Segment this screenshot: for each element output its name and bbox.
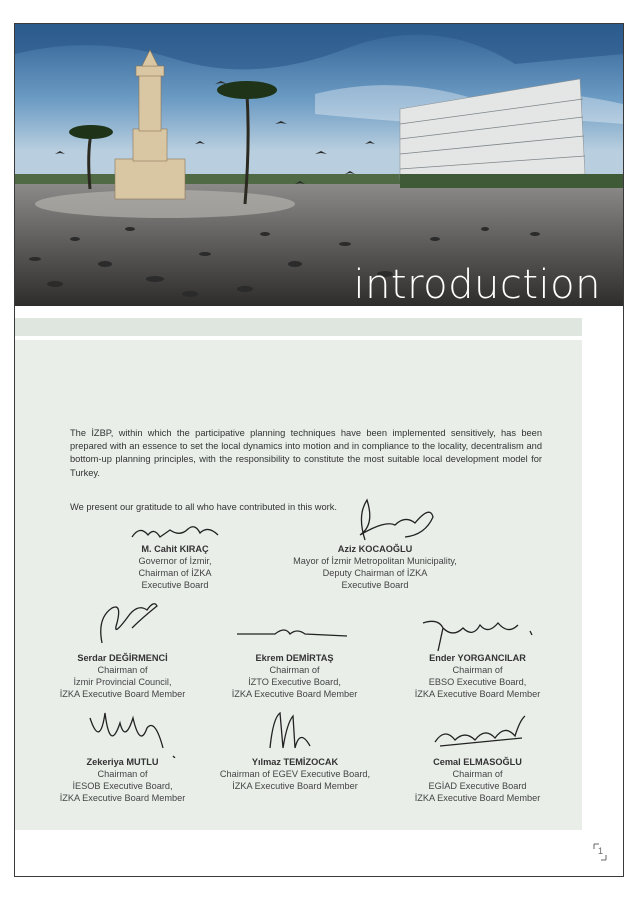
signatory-title-line: İZKA Executive Board Member <box>414 689 541 699</box>
signatory-title-line: Chairman of <box>97 769 148 779</box>
signatory-title-line: EGİAD Executive Board <box>428 781 527 791</box>
signatory-temizocak <box>200 756 390 792</box>
hero-photo <box>15 24 623 306</box>
signature-temizocak <box>265 708 315 753</box>
signature-yorgancilar <box>418 613 538 653</box>
signatory-title-line: Mayor of İzmir Metropolitan Municipality, <box>293 556 457 566</box>
signatory-name: Zekeriya MUTLU <box>86 757 159 767</box>
signatory-yorgancilar <box>395 652 560 700</box>
signatory-mutlu <box>40 756 205 804</box>
signatory-title-line: Chairman of <box>97 665 148 675</box>
signatory-elmasoglu <box>395 756 560 804</box>
intro-paragraph: The İZBP, within which the participative planning techniques have been implemented sensitively, has been prepared with an essence to set the local dynamics into motion and in compliance to the locality, decentralism and bottom-up planning principles, with the responsibility to constitute the most suitable local development model for Turkey. <box>70 428 542 478</box>
signatory-name: Aziz KOCAOĞLU <box>337 544 413 554</box>
signature-demirtas <box>235 622 350 647</box>
page-number <box>593 843 607 861</box>
signature-kocaoglu <box>345 495 440 545</box>
signatory-title-line: Governor of İzmir, <box>138 556 212 566</box>
page-number-text: 1 <box>598 846 604 856</box>
signatory-kirac <box>110 543 240 591</box>
signatory-title-line: İZKA Executive Board Member <box>59 689 186 699</box>
signatory-name: Ekrem DEMİRTAŞ <box>255 653 334 663</box>
signatory-name: Serdar DEĞİRMENCİ <box>77 653 168 663</box>
signatory-title-line: İZTO Executive Board, <box>248 677 341 687</box>
signatory-title-line: Chairman of <box>452 769 503 779</box>
signatory-kocaoglu <box>270 543 480 591</box>
signatory-title-line: İzmir Provincial Council, <box>73 677 172 687</box>
signatory-title-line: İESOB Executive Board, <box>72 781 173 791</box>
signatory-title-line: İZKA Executive Board Member <box>232 781 358 791</box>
signatory-title-line: Deputy Chairman of İZKA <box>322 568 428 578</box>
signatory-title-line: Executive Board <box>341 580 409 590</box>
signature-elmasoglu <box>430 712 530 752</box>
signatory-title-line: İZKA Executive Board Member <box>59 793 186 803</box>
signatory-name: Cemal ELMASOĞLU <box>433 757 522 767</box>
signatory-title-line: Executive Board <box>141 580 209 590</box>
signature-mutlu <box>85 708 180 758</box>
signatory-degirmenci <box>40 652 205 700</box>
signatory-title-line: Chairman of <box>452 665 503 675</box>
page-title: introduction <box>353 262 601 306</box>
signatory-title-line: Chairman of <box>269 665 320 675</box>
signatory-demirtas <box>212 652 377 700</box>
gratitude-line: We present our gratitude to all who have contributed in this work. <box>70 502 337 512</box>
signatory-title-line: İZKA Executive Board Member <box>231 689 358 699</box>
signatory-title-line: İZKA Executive Board Member <box>414 793 541 803</box>
signatory-title-line: EBSO Executive Board, <box>428 677 527 687</box>
accent-band <box>15 318 582 336</box>
signatory-name: M. Cahit KIRAÇ <box>141 544 209 554</box>
signatory-title-line: Chairman of İZKA <box>138 568 212 578</box>
signature-kirac <box>130 515 230 545</box>
signature-degirmenci <box>92 598 162 648</box>
signatory-name: Ender YORGANCILAR <box>429 653 526 663</box>
signatory-title-line: Chairman of EGEV Executive Board, <box>219 769 371 779</box>
signatory-name: Yılmaz TEMİZOCAK <box>251 757 339 767</box>
